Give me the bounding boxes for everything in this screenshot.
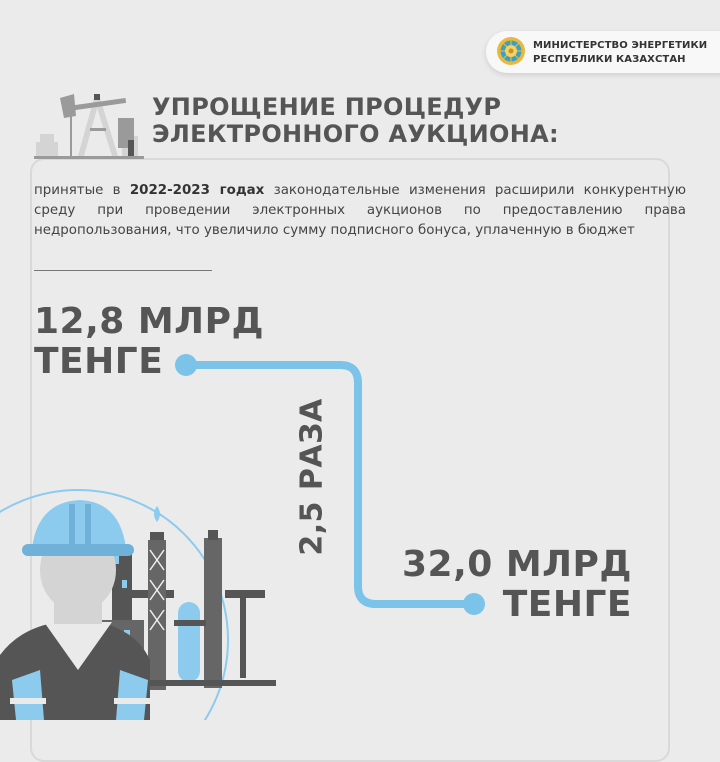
value-before-amount: 12,8 МЛРД (34, 301, 265, 342)
value-after (396, 545, 632, 625)
description-years: 2022-2023 годах (129, 183, 265, 198)
description-after: законодательные изменения расширили конкурентную среду при проведении электронных аукционов по предоставлению права недропользования, что увеличило сумму подписного бонуса, уплаченную в бюджет (34, 183, 686, 238)
value-after-amount: 32,0 МЛРД (401, 544, 632, 585)
description-before: принятые в (34, 183, 130, 198)
value-after-unit: ТЕНГЕ (502, 584, 632, 625)
growth-ratio-text: 2,5 РАЗА (294, 398, 330, 556)
title-line-1: УПРОЩЕНИЕ ПРОЦЕДУР (152, 93, 502, 121)
ministry-line-1: МИНИСТЕРСТВО ЭНЕРГЕТИКИ (533, 40, 708, 51)
value-before (34, 302, 264, 382)
value-before-unit: ТЕНГЕ (34, 341, 164, 382)
title-line-2: ЭЛЕКТРОННОГО АУКЦИОНА: (152, 120, 559, 148)
ministry-line-2: РЕСПУБЛИКИ КАЗАХСТАН (533, 54, 686, 65)
worker-refinery-illustration (0, 470, 300, 720)
